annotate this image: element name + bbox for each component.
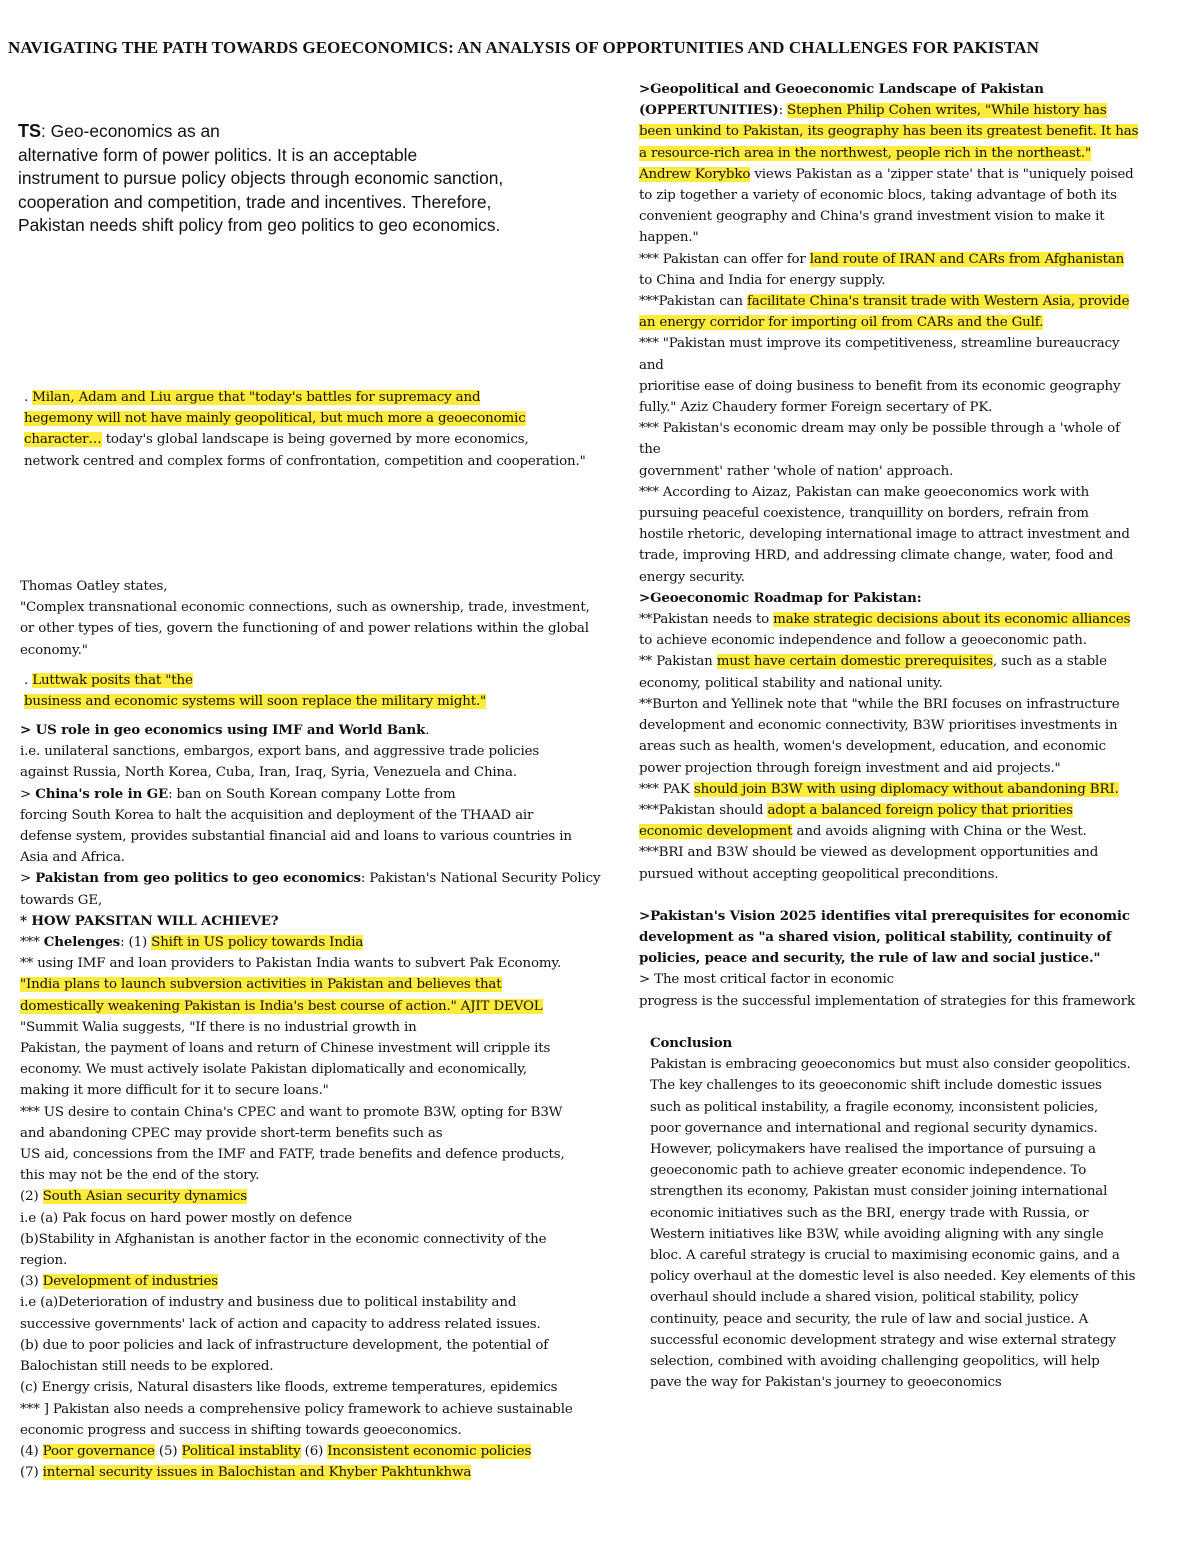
text: *** According to Aizaz, Pakistan can make geoeconomics work with (639, 484, 1090, 500)
text: US aid, concessions from the IMF and FATF, trade benefits and defence products, (20, 1147, 565, 1163)
text: (6) (300, 1443, 328, 1459)
text: (b)Stability in Afghanistan is another factor in the economic connectivity of the (20, 1231, 547, 1247)
text: economic progress and success in shifting towards geoeconomics. (20, 1422, 462, 1438)
text: economy, political stability and national unity. (639, 675, 943, 691)
text: to achieve economic independence and follow a geoeconomic path. (639, 633, 1087, 649)
highlight: Luttwak posits that "the (32, 673, 193, 688)
text: pursued without accepting geopolitical preconditions. (639, 866, 999, 882)
text: i.e (a) Pak focus on hard power mostly on defence (20, 1210, 353, 1226)
text: ** Pakistan (639, 654, 717, 670)
text: and abandoning CPEC may provide short-term benefits such as (20, 1125, 443, 1141)
text: Western initiatives like B3W, while avoiding aligning with any single (650, 1226, 1104, 1242)
document-title: NAVIGATING THE PATH TOWARDS GEOECONOMICS: AN ANALYSIS OF OPPORTUNITIES AND CHALLENGES FOR PAKISTAN (8, 38, 1039, 57)
highlight: internal security issues in Balochistan and Khyber Pakhtunkhwa (42, 1465, 472, 1481)
right-column-notes (639, 79, 1138, 1012)
text: the (639, 442, 661, 458)
text: Pakistan, the payment of loans and return of Chinese investment will cripple its (20, 1041, 551, 1057)
highlight: character… (24, 432, 102, 448)
text: "Complex transnational economic connections, such as ownership, trade, investment, (20, 600, 590, 616)
text: (7) (20, 1465, 43, 1481)
section-heading: >Geopolitical and Geoeconomic Landscape of Pakistan (639, 81, 1044, 97)
text: policy overhaul at the domestic level is also needed. Key elements of this (650, 1269, 1136, 1285)
text: (4) (20, 1443, 43, 1459)
text: areas such as health, women's development, education, and economic (639, 739, 1107, 755)
text: this may not be the end of the story. (20, 1168, 260, 1184)
text: *** US desire to contain China's CPEC and want to promote B3W, opting for B3W (20, 1104, 563, 1120)
text: *** Pakistan can offer for (639, 251, 810, 267)
highlight: been unkind to Pakistan, its geography has been its greatest benefit. It has (639, 124, 1139, 140)
highlight: should join B3W with using diplomacy without abandoning BRI. (693, 781, 1119, 797)
text: defense system, provides substantial financial aid and loans to various countries in (20, 829, 572, 845)
text: forcing South Korea to halt the acquisition and deployment of the THAAD air (20, 807, 534, 823)
highlight: must have certain domestic prerequisites (716, 654, 993, 670)
highlight: Inconsistent economic policies (327, 1443, 532, 1459)
highlight: land route of IRAN and CARs from Afghanistan (809, 251, 1125, 267)
text: > The most critical factor in economic (639, 972, 895, 988)
highlight: Andrew Korybko (639, 166, 751, 182)
text: successive governments' lack of action and capacity to address related issues. (20, 1316, 541, 1332)
text: Pakistan is embracing geoeconomics but must also consider geopolitics. (650, 1057, 1131, 1073)
text: (2) (20, 1189, 43, 1205)
section-heading: * HOW PAKSITAN WILL ACHIEVE? (20, 912, 279, 929)
highlight: "India plans to launch subversion activities in Pakistan and believes that (20, 977, 502, 993)
text: development and economic connectivity, B3W prioritises investments in (639, 718, 1118, 734)
ts-line: : Geo-economics as an (41, 121, 220, 141)
highlight: South Asian security dynamics (42, 1189, 247, 1205)
text: *** ] Pakistan also needs a comprehensive policy framework to achieve sustainable (20, 1401, 573, 1417)
text: strengthen its economy, Pakistan must consider joining international (650, 1184, 1108, 1200)
text: and avoids aligning with China or the West. (792, 824, 1087, 840)
text: *** (20, 935, 44, 951)
text: . (24, 673, 33, 688)
text: > (20, 871, 36, 887)
text: *** Pakistan's economic dream may only be possible through a 'whole of (639, 421, 1120, 437)
text: Asia and Africa. (20, 850, 125, 866)
text: trade, improving HRD, and addressing climate change, water, food and (639, 548, 1114, 564)
text: economy." (20, 642, 88, 658)
text: against Russia, North Korea, Cuba, Iran, Iraq, Syria, Venezuela and China. (20, 765, 517, 781)
text: : (778, 103, 788, 119)
text: : Pakistan's National Security Policy (360, 871, 601, 887)
highlight: hegemony will not have mainly geopolitical, but much more a geoeconomic (24, 411, 526, 427)
text: to China and India for energy supply. (639, 272, 886, 288)
highlight: economic development (639, 824, 793, 840)
text: energy security. (639, 569, 745, 585)
text: continuity, peace and security, the rule of law and social justice. A (650, 1311, 1089, 1327)
text: government' rather 'whole of nation' approach. (639, 463, 954, 479)
highlight: adopt a balanced foreign policy that priorities (767, 802, 1073, 818)
text: Balochistan still needs to be explored. (20, 1359, 274, 1375)
section-heading: (OPPERTUNITIES) (639, 102, 779, 119)
ts-line: cooperation and competition, trade and incentives. Therefore, (18, 191, 492, 212)
text: views Pakistan as a 'zipper state' that is "uniquely poised (750, 166, 1134, 182)
text: "Summit Walia suggests, "If there is no industrial growth in (20, 1019, 417, 1035)
highlight: Political instablity (181, 1443, 301, 1459)
highlight: Shift in US policy towards India (151, 935, 364, 951)
highlight: make strategic decisions about its economic alliances (773, 612, 1131, 628)
section-heading: development as "a shared vision, political stability, continuity of (639, 928, 1112, 945)
text: today's global landscape is being governed by more economics, (101, 432, 529, 448)
left-column-notes (20, 720, 600, 1483)
text: geoeconomic path to achieve greater economic independence. To (650, 1163, 1087, 1179)
text: convenient geography and China's grand investment vision to make it (639, 209, 1105, 225)
text: : ban on South Korean company Lotte from (168, 786, 456, 802)
text: poor governance and international and regional security dynamics. (650, 1120, 1098, 1136)
highlight: a resource-rich area in the northwest, people rich in the northeast." (639, 145, 1092, 161)
ts-line: alternative form of power politics. It is an acceptable (18, 144, 418, 165)
text: , such as a stable (992, 654, 1107, 670)
text: to zip together a variety of economic blocs, taking advantage of both its (639, 188, 1117, 204)
text: **Burton and Yellinek note that "while the BRI focuses on infrastructure (639, 696, 1120, 712)
text: economy. We must actively isolate Pakistan diplomatically and economically, (20, 1062, 527, 1078)
text: (3) (20, 1274, 43, 1290)
text: happen." (639, 230, 699, 246)
text: ***BRI and B3W should be viewed as development opportunities and (639, 845, 1099, 861)
text: (c) Energy crisis, Natural disasters like floods, extreme temperatures, epidemics (20, 1380, 558, 1396)
section-heading: > US role in geo economics using IMF and World Bank (20, 722, 426, 738)
text: i.e. unilateral sanctions, embargos, export bans, and aggressive trade policies (20, 744, 540, 760)
text: and (639, 357, 664, 373)
text: such as political instability, a fragile economy, inconsistent policies, (650, 1099, 1099, 1115)
thesis-statement (18, 120, 608, 238)
section-heading: Pakistan from geo politics to geo economics (35, 870, 361, 887)
text: bloc. A careful strategy is crucial to maximising economic gains, and a (650, 1248, 1120, 1264)
text: network centred and complex forms of confrontation, competition and cooperation." (24, 453, 586, 469)
luttwak-quote (24, 670, 486, 712)
text: (b) due to poor policies and lack of infrastructure development, the potential of (20, 1337, 549, 1353)
text: making it more difficult for it to secure loans." (20, 1083, 329, 1099)
text: hostile rhetoric, developing international image to attract investment and (639, 527, 1130, 543)
section-heading: China's role in GE (35, 785, 169, 802)
ts-line: Pakistan needs shift policy from geo politics to geo economics. (18, 215, 501, 235)
text: overhaul should include a shared vision, political stability, policy (650, 1290, 1079, 1306)
text: Thomas Oatley states, (20, 579, 168, 594)
text: . (24, 390, 33, 405)
text: selection, combined with avoiding challenging geopolitics, will help (650, 1354, 1100, 1370)
text: ***Pakistan can (639, 294, 747, 310)
text: **Pakistan needs to (639, 612, 774, 628)
highlight: facilitate China's transit trade with Western Asia, provide (746, 294, 1130, 310)
text: pave the way for Pakistan's journey to geoeconomics (650, 1375, 1002, 1391)
text: successful economic development strategy and wise external strategy (650, 1332, 1116, 1348)
highlight: business and economic systems will soon replace the military might." (24, 694, 487, 710)
highlight: an energy corridor for importing oil from CARs and the Gulf. (639, 315, 1044, 331)
highlight: Milan, Adam and Liu argue that "today's battles for supremacy and (32, 390, 481, 405)
text: towards GE, (20, 892, 103, 908)
section-heading: policies, peace and security, the rule of law and social justice." (639, 950, 1101, 967)
text: The key challenges to its geoeconomic shift include domestic issues (650, 1078, 1102, 1094)
text: region. (20, 1253, 68, 1269)
text: > (20, 786, 36, 802)
highlight: Stephen Philip Cohen writes, "While history has (787, 103, 1107, 119)
highlight: Development of industries (42, 1274, 218, 1290)
text: ** using IMF and loan providers to Pakistan India wants to subvert Pak Economy. (20, 956, 562, 972)
section-heading: Chelenges (43, 934, 121, 951)
text: power projection through foreign investment and aid projects." (639, 760, 1061, 776)
text: *** "Pakistan must improve its competitiveness, streamline bureaucracy (639, 336, 1120, 352)
text: or other types of ties, govern the functioning of and power relations within the global (20, 621, 589, 637)
milan-quote (24, 387, 586, 472)
text: ***Pakistan should (639, 802, 768, 818)
oatley-quote (20, 576, 590, 661)
text: progress is the successful implementation of strategies for this framework (639, 993, 1135, 1009)
text: fully." Aziz Chaudery former Foreign secertary of PK. (639, 400, 993, 416)
conclusion-section (650, 1033, 1135, 1393)
conclusion-heading: Conclusion (650, 1035, 733, 1051)
text: . (425, 723, 430, 738)
text: pursuing peaceful coexistence, tranquillity on borders, refrain from (639, 506, 1089, 522)
text: prioritise ease of doing business to benefit from its economic geography (639, 378, 1121, 394)
text: i.e (a)Deterioration of industry and business due to political instability and (20, 1295, 517, 1311)
text: However, policymakers have realised the importance of pursuing a (650, 1142, 1096, 1158)
text: *** PAK (639, 781, 694, 797)
ts-line: instrument to pursue policy objects through economic sanction, (18, 168, 504, 188)
text: : (1) (120, 935, 152, 951)
section-heading: >Pakistan's Vision 2025 identifies vital prerequisites for economic (639, 907, 1130, 924)
highlight: Poor governance (42, 1443, 155, 1459)
ts-label: TS (18, 121, 42, 141)
section-heading: >Geoeconomic Roadmap for Pakistan: (639, 589, 922, 606)
highlight: domestically weakening Pakistan is India's best course of action." AJIT DEVOL (20, 998, 543, 1014)
text: (5) (154, 1443, 182, 1459)
text: economic initiatives such as the BRI, energy trade with Russia, or (650, 1205, 1089, 1221)
